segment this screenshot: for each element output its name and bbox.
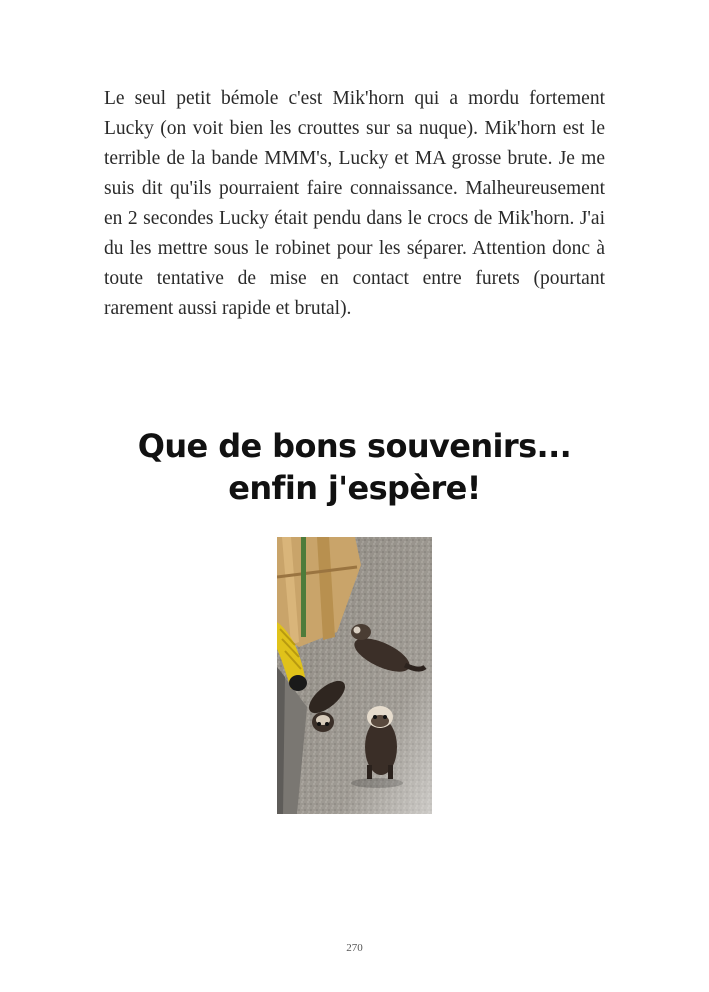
ferrets-photo [277, 537, 432, 814]
page-number: 270 [346, 942, 363, 954]
body-paragraph: Le seul petit bémole c'est Mik'horn qui a mordu fortement Lucky (on voit bien les crouttes sur sa nuque). Mik'horn est le terrible de la bande MMM's, Lucky et MA grosse brute. Je me suis dit qu'ils pourraient faire connaissance. Malheureusement en 2 secondes Lucky était pendu dans le crocs de Mik'horn. J'ai du les mettre sous le robinet pour les séparer. Attention donc à toute tentative de mise en contact entre furets (pourtant rarement aussi rapide et brutal). [104, 88, 605, 319]
section-heading: Que de bons souvenirs... enfin j'espère! [137, 427, 572, 507]
